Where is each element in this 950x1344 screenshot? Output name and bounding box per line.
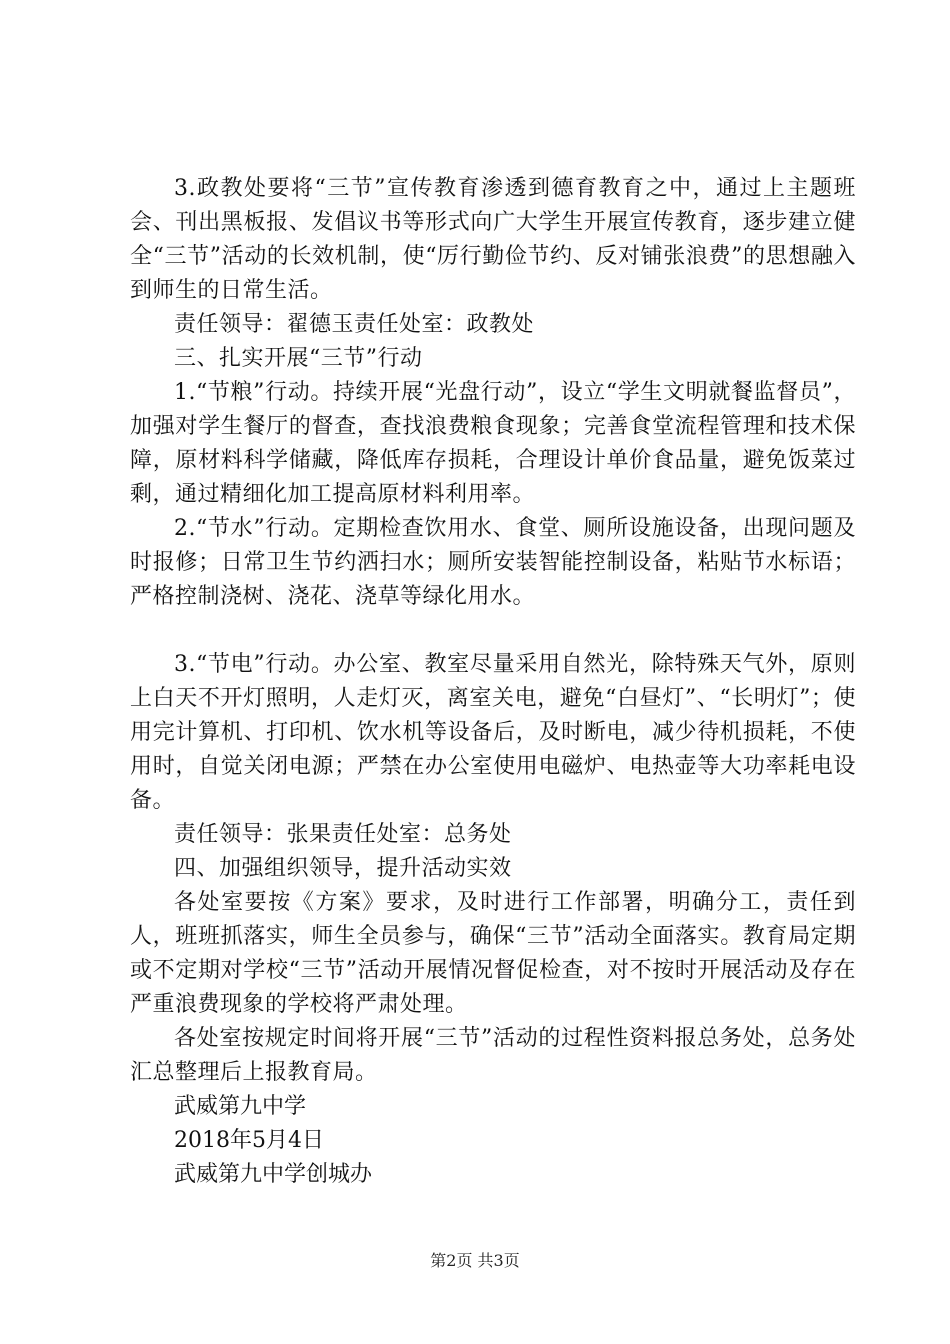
- paragraph-save-water: 2.“节水”行动。定期检查饮用水、食堂、厕所设施设备，出现问题及时报修；日常卫生节约洒扫水；厕所安装智能控制设备，粘贴节水标语；严格控制浇树、浇花、浇草等绿化用水。: [130, 516, 856, 609]
- page-footer: 第2页 共3页: [430, 1251, 520, 1270]
- paragraph-reporting: 各处室按规定时间将开展“三节”活动的过程性资料报总务处，总务处汇总整理后上报教育局。: [130, 1026, 856, 1085]
- signature-office: 武威第九中学创城办: [174, 1162, 373, 1187]
- paragraph-responsibility-general-affairs: 责任领导：张果责任处室：总务处: [174, 822, 512, 847]
- paragraph-organization: 各处室要按《方案》要求，及时进行工作部署，明确分工，责任到人，班班抓落实，师生全员参与，确保“三节”活动全面落实。教育局定期或不定期对学校“三节”活动开展情况督促检查，对不按时开展活动及存在严重浪费现象的学校将严肃处理。: [130, 890, 856, 1017]
- paragraph-propaganda-education: 3.政教处要将“三节”宣传教育渗透到德育教育之中，通过上主题班会、刊出黑板报、发倡议书等形式向广大学生开展宣传教育，逐步建立健全“三节”活动的长效机制，使“厉行勤俭节约、反对铺张浪费”的思想融入到师生的日常生活。: [130, 176, 856, 303]
- signature-school: 武威第九中学: [174, 1094, 307, 1119]
- section-heading-four: 四、加强组织领导，提升活动实效: [174, 856, 512, 881]
- signature-date: 2018年5月4日: [174, 1128, 324, 1153]
- paragraph-save-electricity: 3.“节电”行动。办公室、教室尽量采用自然光，除特殊天气外，原则上白天不开灯照明，人走灯灭，离室关电，避免“白昼灯”、“长明灯”；使用完计算机、打印机、饮水机等设备后，及时断电，减少待机损耗，不使用时，自觉关闭电源；严禁在办公室使用电磁炉、电热壶等大功率耗电设备。: [130, 652, 856, 813]
- paragraph-save-food: 1.“节粮”行动。持续开展“光盘行动”，设立“学生文明就餐监督员”，加强对学生餐厅的督查，查找浪费粮食现象；完善食堂流程管理和技术保障，原材料科学储藏，降低库存损耗，合理设计单价食品量，避免饭菜过剩，通过精细化加工提高原材料利用率。: [130, 380, 856, 507]
- paragraph-responsibility-politics: 责任领导：翟德玉责任处室：政教处: [174, 312, 535, 337]
- section-heading-three: 三、扎实开展“三节”行动: [174, 346, 423, 371]
- document-body: [130, 172, 856, 1192]
